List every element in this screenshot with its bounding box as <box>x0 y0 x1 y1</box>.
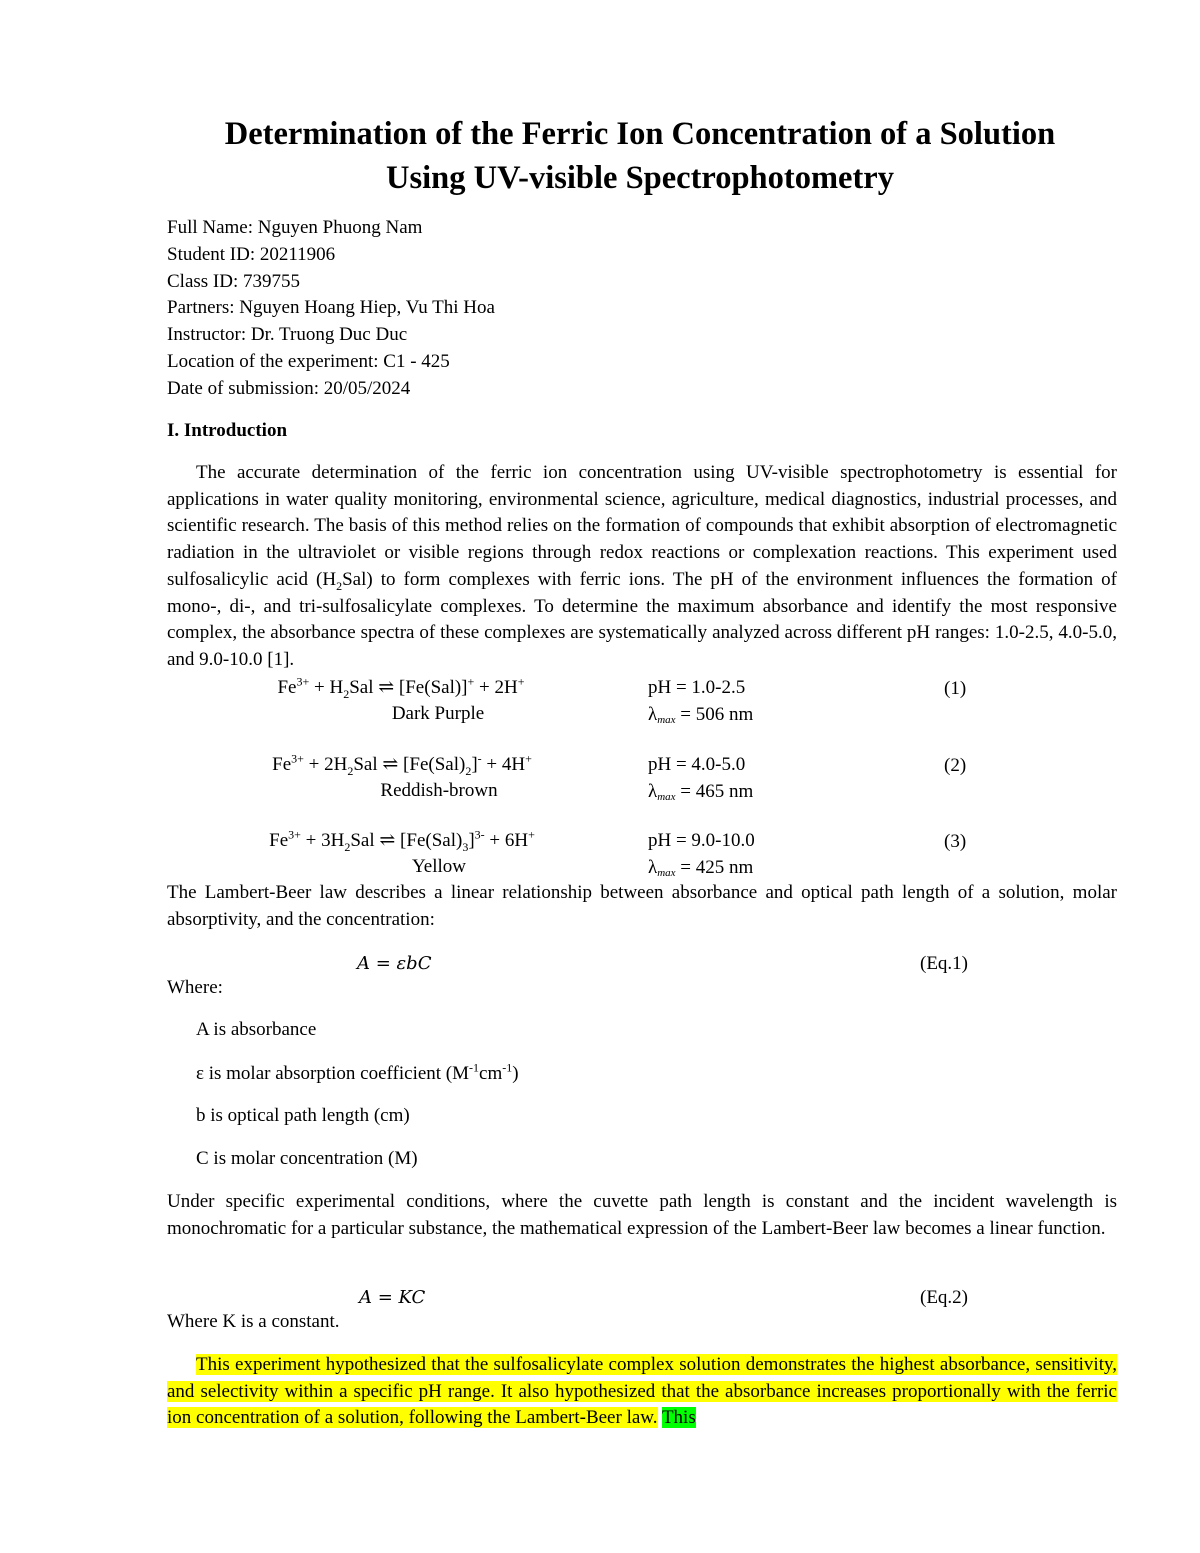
submission-date: Date of submission: 20/05/2024 <box>167 378 411 399</box>
equation-fragment: -1 <box>469 1060 480 1075</box>
reaction-lambda-3 <box>648 857 753 881</box>
intro-text-b: Sal) to form complexes with ferric ions. The pH of the environment influences the formation of mono-, di-, and tri-sulfosalicylate complexes. To determine the maximum absorbance and identify the most responsive complex, the absorbance spectra of these complexes are systematically analyzed across different pH ranges: 1.0-2.5, 4.0-5.0, and 9.0-10.0 [1]. <box>167 568 1117 670</box>
equation-fragment: = 465 nm <box>675 781 754 802</box>
equation-fragment: 3+ <box>291 751 304 766</box>
equation-fragment: + 2H <box>303 754 348 775</box>
class-id: Class ID: 739755 <box>167 271 300 292</box>
equation-fragment: 2 <box>465 763 472 778</box>
equation-fragment: 2 <box>344 839 351 854</box>
equation-fragment: 3+ <box>296 674 310 689</box>
equation-fragment: 3- <box>474 827 485 842</box>
definition-absorbance: A is absorbance <box>196 1019 317 1040</box>
student-id: Student ID: 20211906 <box>167 244 336 265</box>
equation-fragment: Fe <box>272 754 292 775</box>
title-line-2: Using UV-visible Spectrophotometry <box>386 160 894 196</box>
equation-fragment: + <box>525 751 532 766</box>
instructor: Instructor: Dr. Truong Duc Duc <box>167 324 408 345</box>
reaction-number-3: (3) <box>944 831 967 852</box>
equation-fragment: 3 <box>462 839 469 854</box>
equation-fragment: - <box>477 751 482 766</box>
equation-fragment: ) <box>512 1063 519 1084</box>
definition-path-length: b is optical path length (cm) <box>196 1105 410 1126</box>
equation-fragment: 3+ <box>288 827 301 842</box>
equation-fragment: max <box>657 714 676 726</box>
reaction-number-2: (2) <box>944 755 967 776</box>
equation-fragment: 2 <box>347 763 354 778</box>
equation-fragment: + 2H <box>474 677 518 698</box>
equation-2-label: (Eq.2) <box>920 1287 969 1308</box>
reaction-equation-1 <box>277 674 525 701</box>
lambert-beer-description: The Lambert-Beer law describes a linear relationship between absorbance and optical path length of a solution, molar absorptivity, and the concentration: <box>167 882 1117 930</box>
equation-fragment: ε is molar absorption coefficient (M <box>196 1063 470 1084</box>
reaction-ph-2: pH = 4.0-5.0 <box>648 754 746 775</box>
equation-2: A = KC <box>359 1287 426 1308</box>
intro-subscript: 2 <box>336 578 343 593</box>
equation-fragment: ] <box>468 830 475 851</box>
partners: Partners: Nguyen Hoang Hiep, Vu Thi Hoa <box>167 297 495 318</box>
equation-fragment: ] <box>471 754 478 775</box>
document-title <box>140 112 1140 200</box>
equation-fragment: Sal ⇌ [Fe(Sal) <box>350 830 463 851</box>
section-heading-introduction: I. Introduction <box>167 420 288 441</box>
full-name: Full Name: Nguyen Phuong Nam <box>167 217 423 238</box>
equation-fragment: λ <box>648 704 658 725</box>
equation-fragment: λ <box>648 781 658 802</box>
reaction-ph-3: pH = 9.0-10.0 <box>648 830 755 851</box>
reaction-equation-3 <box>269 827 535 854</box>
equation-fragment: 2 <box>343 686 350 701</box>
equation-fragment: + 4H <box>481 754 526 775</box>
reaction-equation-2 <box>272 751 532 778</box>
equation-fragment: + 3H <box>300 830 345 851</box>
linear-function-paragraph: Under specific experimental conditions, where the cuvette path length is constant and the incident wavelength is monochromatic for a particular substance, the mathematical expression of the Lambert-Beer law becomes a linear function. <box>167 1191 1117 1239</box>
equation-fragment: + <box>467 674 475 689</box>
where-k-constant: Where K is a constant. <box>167 1311 340 1332</box>
definition-molar-absorption <box>196 1060 519 1085</box>
definition-concentration: C is molar concentration (M) <box>196 1148 418 1169</box>
equation-1-label: (Eq.1) <box>920 953 969 974</box>
equation-fragment: Sal ⇌ [Fe(Sal)] <box>349 677 468 698</box>
reaction-number-1: (1) <box>944 678 967 699</box>
hypothesis-highlight-yellow: This experiment hypothesized that the sulfosalicylate complex solution demonstrates the highest absorbance, sensitivity, and selectivity within a specific pH range. It also hypothesized that the absorbance increases proportionally with the ferric ion concentration of a solution, following the Lambert-Beer law. <box>167 1354 1117 1429</box>
reaction-lambda-2 <box>648 781 753 805</box>
equation-fragment: max <box>657 791 676 803</box>
equation-fragment: max <box>657 867 676 879</box>
equation-fragment: = 425 nm <box>675 857 754 878</box>
equation-fragment: Fe <box>269 830 289 851</box>
reaction-color-3: Yellow <box>411 856 467 877</box>
reaction-lambda-1 <box>648 704 753 728</box>
reaction-color-2: Reddish-brown <box>380 780 498 801</box>
reaction-color-1: Dark Purple <box>391 703 485 724</box>
equation-fragment: + <box>528 827 535 842</box>
equation-fragment: + 6H <box>484 830 529 851</box>
equation-fragment: Fe <box>277 677 297 698</box>
equation-fragment: = 506 nm <box>675 704 754 725</box>
title-line-1: Determination of the Ferric Ion Concentration of a Solution <box>224 116 1056 152</box>
equation-fragment: Sal ⇌ [Fe(Sal) <box>353 754 466 775</box>
experiment-location: Location of the experiment: C1 - 425 <box>167 351 450 372</box>
equation-fragment: + H <box>309 677 344 698</box>
equation-fragment: cm <box>479 1063 503 1084</box>
equation-fragment: λ <box>648 857 658 878</box>
reaction-ph-1: pH = 1.0-2.5 <box>648 677 746 698</box>
where-label: Where: <box>167 977 223 998</box>
equation-fragment: + <box>517 674 525 689</box>
equation-1: A = εbC <box>357 953 432 974</box>
equation-fragment: -1 <box>502 1060 513 1075</box>
intro-text-a: The accurate determination of the ferric ion concentration using UV-visible spectrophotometry is essential for applications in water quality monitoring, environmental science, agriculture, medical diagnostics, industrial processes, and scientific research. The basis of this method relies on the formation of compounds that exhibit absorption of electromagnetic radiation in the ultraviolet or visible regions through redox reactions or complexation reactions. This experiment used sulfosalicylic acid (H <box>167 462 1117 590</box>
hypothesis-paragraph <box>167 1352 1117 1432</box>
introduction-paragraph <box>167 460 1117 674</box>
hypothesis-highlight-green: This <box>661 1407 696 1429</box>
